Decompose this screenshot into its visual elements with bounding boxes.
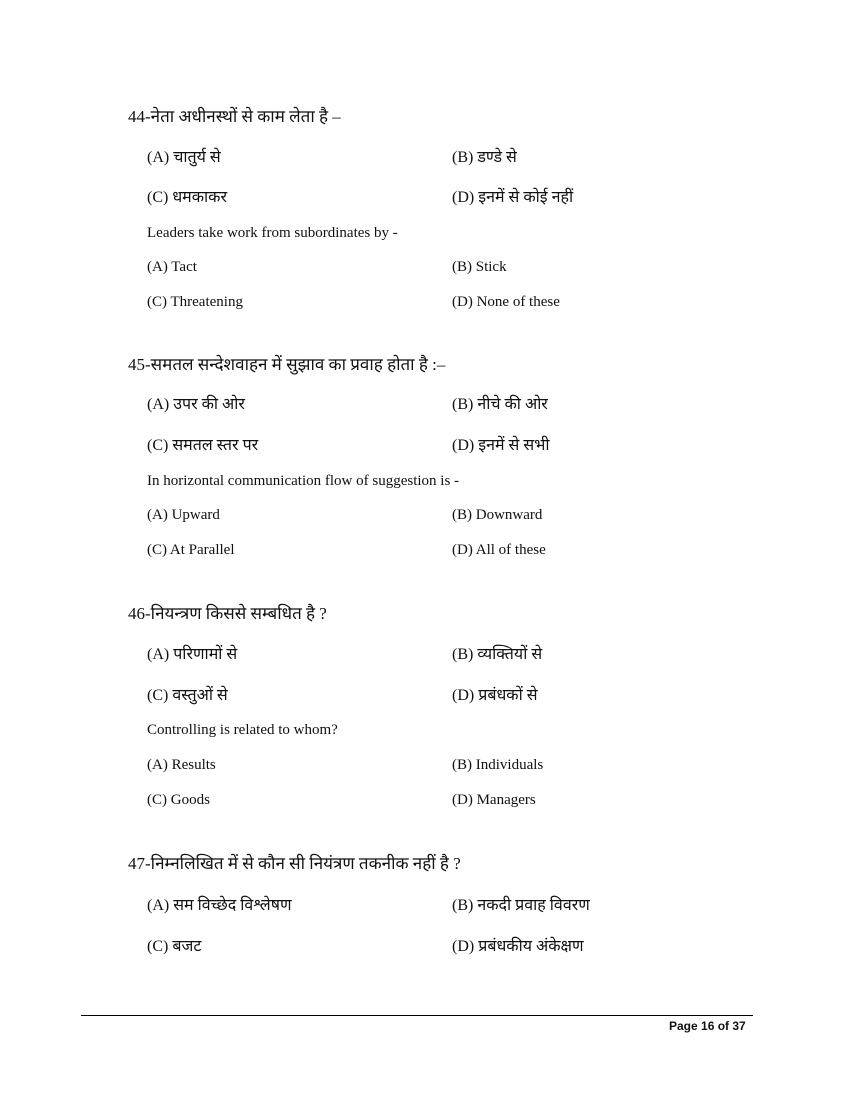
q46-hindi-option-a: (A) परिणामों से xyxy=(147,646,238,663)
question-44-heading: 44-नेता अधीनस्थों से काम लेता है – xyxy=(128,107,341,126)
q44-hindi-option-c: (C) धमकाकर xyxy=(147,189,228,206)
question-47-heading: 47-निम्नलिखित में से कौन सी नियंत्रण तकनीक नहीं है ? xyxy=(128,854,461,873)
q47-hindi-option-b: (B) नकदी प्रवाह विवरण xyxy=(452,897,590,914)
q46-hindi-option-c: (C) वस्तुओं से xyxy=(147,687,228,704)
q45-hindi-option-a: (A) उपर की ओर xyxy=(147,396,245,413)
q47-hindi-option-d: (D) प्रबंधकीय अंकेक्षण xyxy=(452,938,584,955)
q46-english-option-d: (D) Managers xyxy=(452,792,536,808)
q45-hindi-option-b: (B) नीचे की ओर xyxy=(452,396,548,413)
q44-hindi-option-b: (B) डण्डे से xyxy=(452,149,517,166)
q46-english-option-c: (C) Goods xyxy=(147,792,210,808)
q46-english-question: Controlling is related to whom? xyxy=(147,722,338,738)
q44-hindi-option-a: (A) चातुर्य से xyxy=(147,149,221,166)
q46-hindi-option-b: (B) व्यक्तियों से xyxy=(452,646,543,663)
q44-hindi-option-d: (D) इनमें से कोई नहीं xyxy=(452,189,574,206)
page-number: Page 16 of 37 xyxy=(669,1019,746,1033)
q44-english-option-c: (C) Threatening xyxy=(147,294,243,310)
q44-english-option-d: (D) None of these xyxy=(452,294,560,310)
q47-hindi-option-c: (C) बजट xyxy=(147,938,202,955)
q45-english-option-c: (C) At Parallel xyxy=(147,542,235,558)
q47-hindi-option-a: (A) सम विच्छेद विश्लेषण xyxy=(147,897,292,914)
question-45-heading: 45-समतल सन्देशवाहन में सुझाव का प्रवाह होता है :– xyxy=(128,355,446,374)
q46-hindi-option-d: (D) प्रबंधकों से xyxy=(452,687,538,704)
q44-english-question: Leaders take work from subordinates by - xyxy=(147,225,398,241)
q45-english-question: In horizontal communication flow of suggestion is - xyxy=(147,473,460,489)
q45-english-option-b: (B) Downward xyxy=(452,507,543,523)
footer-divider xyxy=(81,1015,753,1016)
q44-english-option-a: (A) Tact xyxy=(147,259,197,275)
q45-hindi-option-d: (D) इनमें से सभी xyxy=(452,437,550,454)
q45-hindi-option-c: (C) समतल स्तर पर xyxy=(147,437,259,454)
question-46-heading: 46-नियन्त्रण किससे सम्बधित है ? xyxy=(128,604,327,623)
q44-english-option-b: (B) Stick xyxy=(452,259,507,275)
q45-english-option-a: (A) Upward xyxy=(147,507,220,523)
q45-english-option-d: (D) All of these xyxy=(452,542,546,558)
q46-english-option-a: (A) Results xyxy=(147,757,216,773)
q46-english-option-b: (B) Individuals xyxy=(452,757,544,773)
